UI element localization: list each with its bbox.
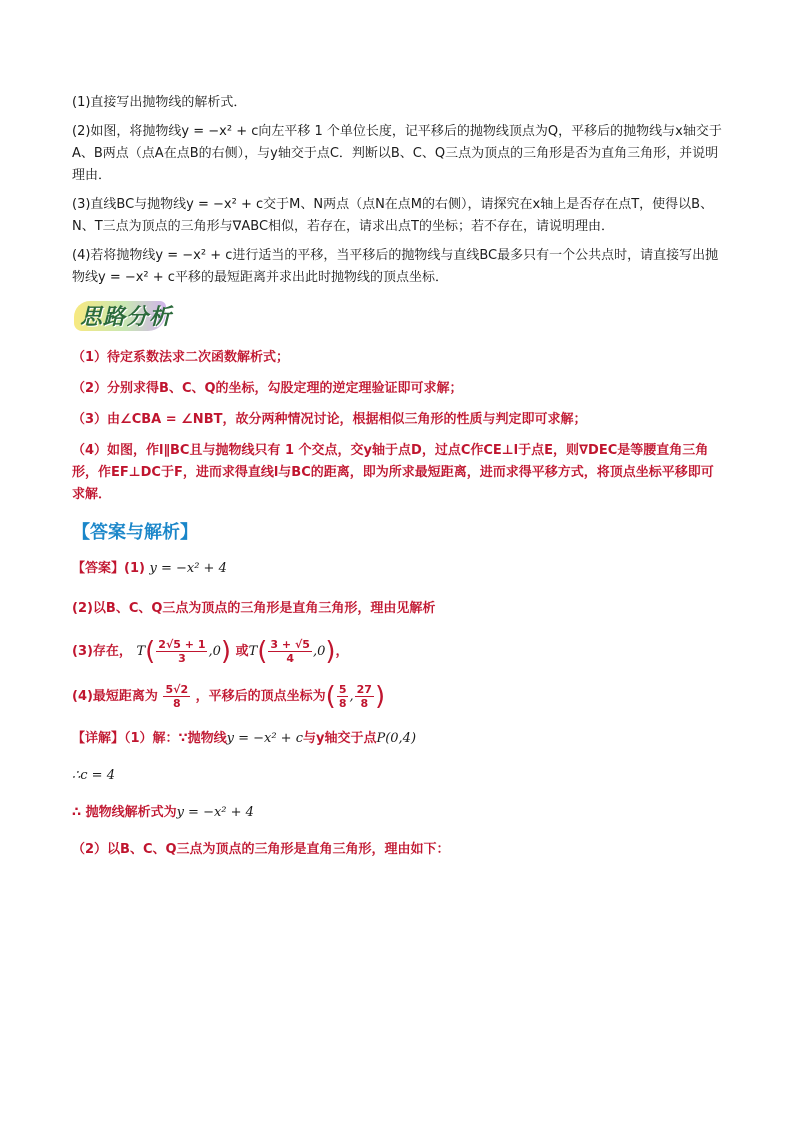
answer-4-mid: ，平移后的顶点坐标为 <box>195 689 326 704</box>
answer-1-label: 【答案】(1) <box>72 561 145 576</box>
document-page <box>72 92 722 876</box>
detail-1-mid: 与y轴交于点 <box>302 731 377 746</box>
detail-3-prefix: ∴ 抛物线解析式为 <box>72 805 177 820</box>
answer-4-prefix: (4)最短距离为 <box>72 689 158 704</box>
detail-2 <box>72 765 722 787</box>
question-3: (3)直线BC与抛物线y = −x² + c交于M、N两点（点N在点M的右侧），请探究在x轴上是否存在点T，使得以B、N、T三点为顶点的三角形与∇ABC相似，若存在，请求出点T的坐标；若不存在，请说明理由． <box>72 197 714 234</box>
answer-3: (3)存在， T( $\frac{2√5 + 1}{3}$ ,0) 或T( $\frac{3 + √5}{4}$ ,0)， <box>72 636 349 667</box>
detail-1-point: P(0,4) <box>376 731 417 746</box>
hint-4: （4）如图，作l∥BC且与抛物线只有 1 个交点，交y轴于点D，过点C作CE⊥l于点E，则∇DEC是等腰直角三角形，作EF⊥DC于F，进而求得直线l与BC的距离，即为所求最短距离，进而求得平移方式，将顶点坐标平移即可求解． <box>72 443 714 502</box>
detail-3-expression: y = −x² + 4 <box>176 805 254 820</box>
answer-section-title: 【答案与解析】 <box>72 522 198 543</box>
answer-1-expression: y = −x² + 4 <box>149 561 227 576</box>
question-1: (1)直接写出抛物线的解析式． <box>72 95 247 110</box>
analysis-badge <box>74 297 184 337</box>
answer-3-fraction-2: $\frac{3 + √5}{4}$ <box>270 638 310 665</box>
question-4: (4)若将抛物线y = −x² + c进行适当的平移，当平移后的抛物线与直线BC最多只有一个公共点时，请直接写出抛物线y = −x² + c平移的最短距离并求出此时抛物线的顶点坐标． <box>72 248 719 285</box>
detail-1-label: 【详解】（1）解：∵抛物线 <box>72 731 227 746</box>
hint-1: （1）待定系数法求二次函数解析式； <box>72 350 290 365</box>
answer-4: (4)最短距离为 $\frac{5√2}{8}$ ，平移后的顶点坐标为( $\frac{5}{8}$ , $\frac{27}{8}$ ) <box>72 681 386 712</box>
question-2: (2)如图，将抛物线y = −x² + c向左平移 1 个单位长度，记平移后的抛物线顶点为Q，平移后的抛物线与x轴交于A、B两点（点A在点B的右侧），与y轴交于点C．判断以B、C、Q三点为顶点的三角形是否为直角三角形，并说明理由． <box>72 124 722 183</box>
detail-3 <box>72 802 722 824</box>
badge-label: 思路分析 <box>80 304 173 330</box>
answer-4-vertex-x: $\frac{5}{8}$ <box>338 683 347 710</box>
answer-3-fraction-1: $\frac{2√5 + 1}{3}$ <box>158 638 206 665</box>
hint-2: （2）分别求得B、C、Q的坐标，勾股定理的逆定理验证即可求解； <box>72 381 463 396</box>
answer-4-distance: $\frac{5√2}{8}$ <box>165 683 189 710</box>
answer-3-point-1-label: T <box>136 644 146 659</box>
answer-1 <box>72 558 722 580</box>
detail-4: （2）以B、C、Q三点为顶点的三角形是直角三角形，理由如下： <box>72 842 450 857</box>
answer-4-vertex-y: $\frac{27}{8}$ <box>356 683 372 710</box>
detail-1-expression: y = −x² + c <box>226 731 303 746</box>
answer-3-prefix: (3)存在， <box>72 644 132 659</box>
detail-1 <box>72 728 722 750</box>
detail-2-text: ∴c = 4 <box>72 768 115 783</box>
hint-3: （3）由∠CBA = ∠NBT，故分两种情况讨论，根据相似三角形的性质与判定即可求解； <box>72 412 587 427</box>
answer-2: (2)以B、C、Q三点为顶点的三角形是直角三角形，理由见解析 <box>72 601 436 616</box>
answer-3-point-2-label: T <box>248 644 258 659</box>
answer-3-or: 或 <box>235 644 249 659</box>
